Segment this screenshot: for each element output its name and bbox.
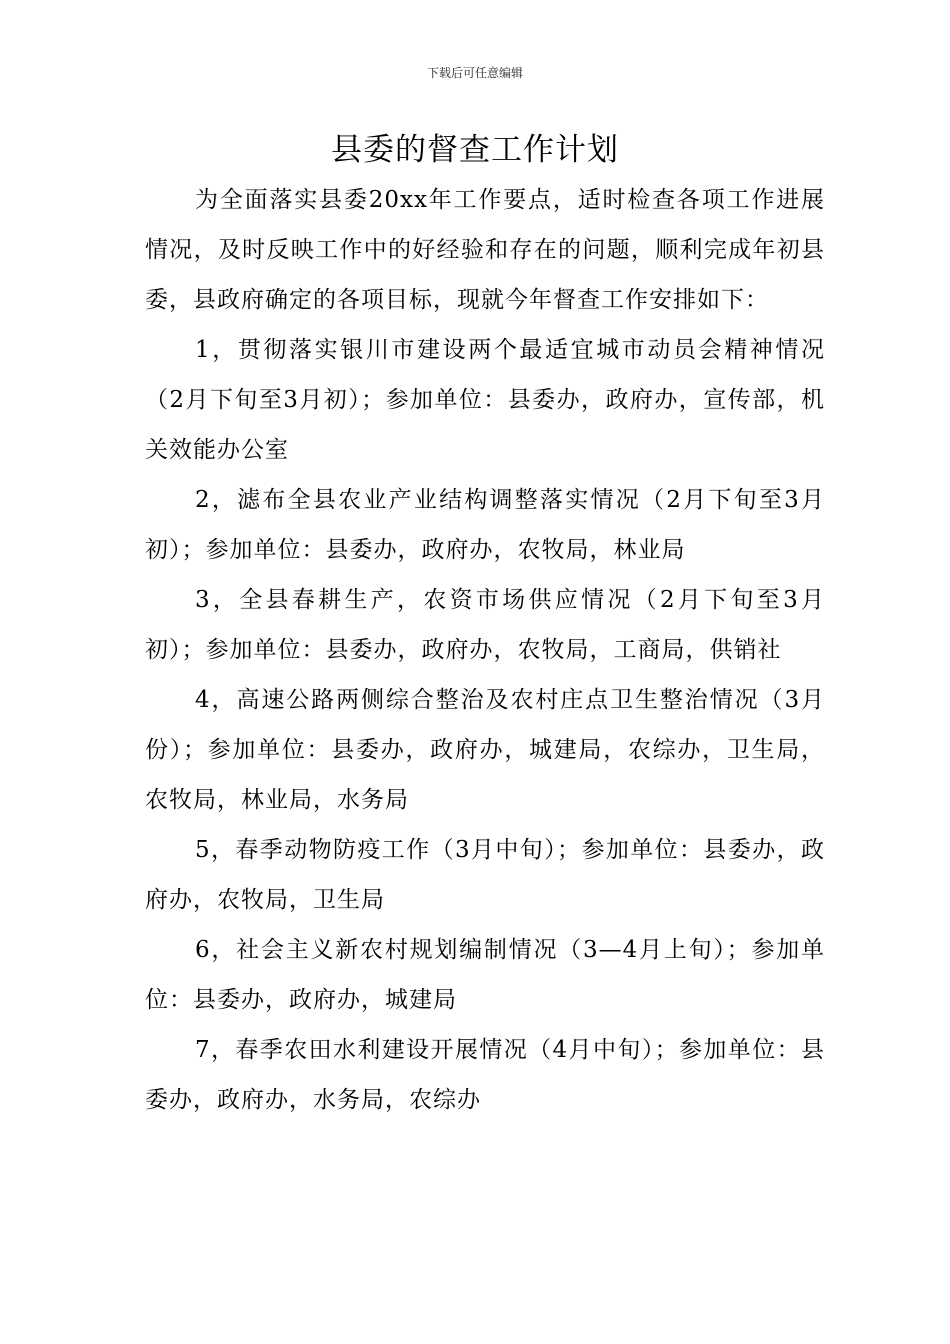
item-paragraph-7: 7，春季农田水利建设开展情况（4月中旬）；参加单位：县委办，政府办，水务局，农综办 — [145, 1037, 825, 1113]
document-title: 县委的督查工作计划 — [331, 132, 619, 168]
item-paragraph-3: 3，全县春耕生产，农资市场供应情况（2月下旬至3月初）；参加单位：县委办，政府办，农牧局，工商局，供销社 — [145, 587, 825, 663]
document-body — [145, 175, 825, 1125]
intro-paragraph: 为全面落实县委20xx年工作要点，适时检查各项工作进展情况，及时反映工作中的好经验和存在的问题，顺利完成年初县委，县政府确定的各项目标，现就今年督查工作安排如下： — [145, 187, 825, 313]
item-paragraph-1: 1，贯彻落实银川市建设两个最适宜城市动员会精神情况（2月下旬至3月初）；参加单位：县委办，政府办，宣传部，机关效能办公室 — [145, 337, 825, 463]
item-paragraph-4: 4，高速公路两侧综合整治及农村庄点卫生整治情况（3月份）；参加单位：县委办，政府办，城建局，农综办，卫生局，农牧局，林业局，水务局 — [145, 687, 825, 813]
item-paragraph-5: 5，春季动物防疫工作（3月中旬）；参加单位：县委办，政府办，农牧局，卫生局 — [145, 837, 825, 913]
header-note: 下载后可任意编辑 — [426, 66, 523, 80]
item-paragraph-2: 2，滤布全县农业产业结构调整落实情况（2月下旬至3月初）；参加单位：县委办，政府办，农牧局，林业局 — [145, 487, 825, 563]
item-paragraph-6: 6，社会主义新农村规划编制情况（3—4月上旬）；参加单位：县委办，政府办，城建局 — [145, 937, 825, 1013]
